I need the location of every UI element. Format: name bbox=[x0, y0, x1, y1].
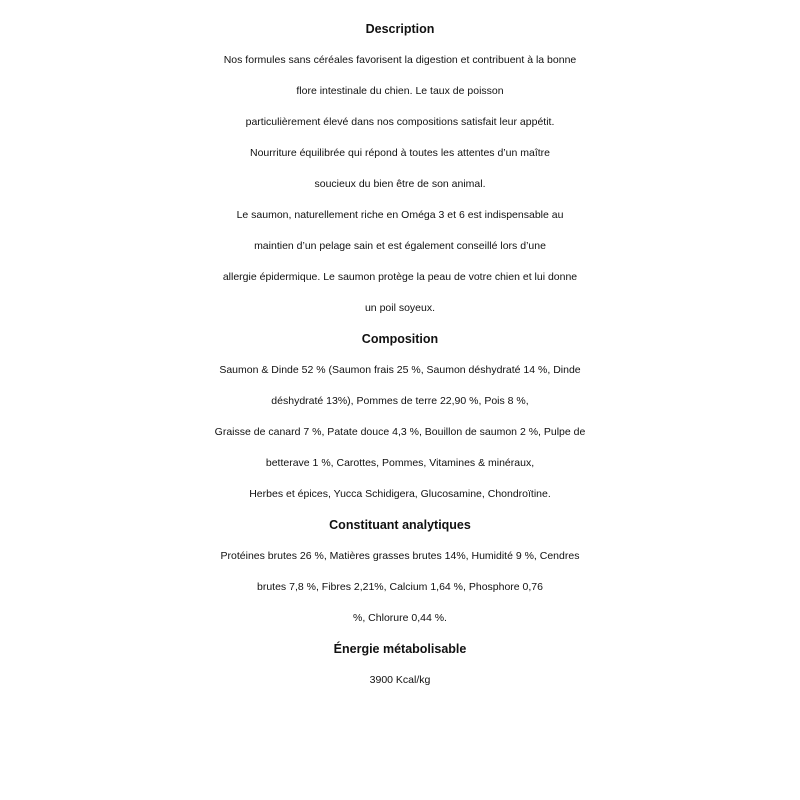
composition-line: Graisse de canard 7 %, Patate douce 4,3 %, Bouillon de saumon 2 %, Pulpe de bbox=[214, 426, 586, 438]
description-line: un poil soyeux. bbox=[364, 302, 436, 314]
composition-line: Herbes et épices, Yucca Schidigera, Glucosamine, Chondroïtine. bbox=[249, 488, 551, 500]
description-line: Le saumon, naturellement riche en Oméga 3 et 6 est indispensable au bbox=[236, 209, 564, 221]
analytical-line: brutes 7,8 %, Fibres 2,21%, Calcium 1,64 %, Phosphore 0,76 bbox=[257, 581, 543, 593]
energy-value: 3900 Kcal/kg bbox=[369, 674, 431, 686]
composition-line: betterave 1 %, Carottes, Pommes, Vitamines & minéraux, bbox=[265, 457, 535, 469]
description-line: particulièrement élevé dans nos compositions satisfait leur appétit. bbox=[245, 116, 555, 128]
description-title: Description bbox=[365, 22, 435, 36]
energy-section bbox=[0, 634, 800, 696]
analytical-line: %, Chlorure 0,44 %. bbox=[353, 612, 447, 624]
description-line: allergie épidermique. Le saumon protège la peau de votre chien et lui donne bbox=[222, 271, 578, 283]
energy-title: Énergie métabolisable bbox=[333, 642, 467, 656]
description-line: soucieux du bien être de son animal. bbox=[314, 178, 486, 190]
analytical-title: Constituant analytiques bbox=[329, 518, 471, 532]
composition-section bbox=[0, 324, 800, 510]
description-line: Nos formules sans céréales favorisent la digestion et contribuent à la bonne bbox=[223, 54, 577, 66]
description-line: maintien d’un pelage sain et est également conseillé lors d’une bbox=[254, 240, 546, 252]
analytical-section bbox=[0, 510, 800, 634]
composition-line: déshydraté 13%), Pommes de terre 22,90 %, Pois 8 %, bbox=[271, 395, 529, 407]
description-section bbox=[0, 14, 800, 324]
description-line: Nourriture équilibrée qui répond à toutes les attentes d’un maître bbox=[249, 147, 550, 159]
description-line: flore intestinale du chien. Le taux de poisson bbox=[296, 85, 504, 97]
composition-line: Saumon & Dinde 52 % (Saumon frais 25 %, Saumon déshydraté 14 %, Dinde bbox=[219, 364, 581, 376]
analytical-line: Protéines brutes 26 %, Matières grasses brutes 14%, Humidité 9 %, Cendres bbox=[220, 550, 580, 562]
composition-title: Composition bbox=[361, 332, 439, 346]
